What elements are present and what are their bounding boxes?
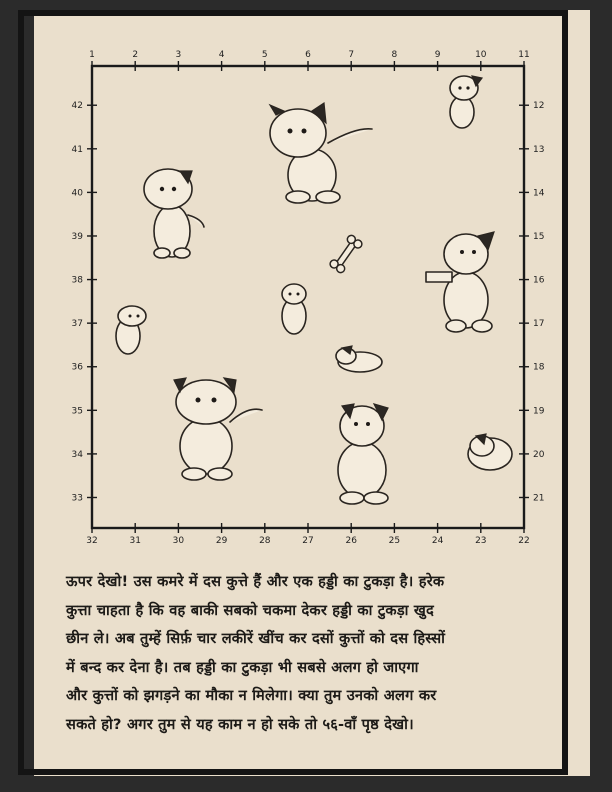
grid-number: 22 [518,536,530,546]
grid-number: 25 [388,536,401,546]
grid-number: 27 [302,536,314,546]
grid-number: 24 [431,536,444,546]
bone-piece [329,234,364,274]
grid-number: 30 [172,536,185,546]
grid-number: 26 [345,536,357,546]
grid-number: 41 [71,144,83,155]
grid-number: 31 [129,536,141,546]
dog-figure [336,346,382,372]
text-line: छीन ले। अब तुम्हें सिर्फ़ चार लकीरें खींच कर दसों कुत्तों को दस हिस्सों [66,630,446,647]
text-line: सकते हो? अगर तुम से यह काम न हो सके तो ५६-वाँ पृष्ठ देखो। [66,715,414,733]
grid-number: 33 [71,493,83,504]
grid-number: 15 [533,231,545,242]
grid-number: 8 [391,50,398,60]
grid-number: 39 [71,231,83,242]
grid-number: 38 [71,275,83,286]
dog-figure [174,378,262,480]
dog-figure [450,76,482,128]
dog-figure [468,434,512,470]
grid-number: 35 [71,406,83,417]
grid-number: 36 [71,362,83,373]
grid-number: 37 [71,319,83,330]
dog-figure [282,284,306,334]
puzzle-description [66,568,556,739]
grid-number: 3 [175,50,182,60]
grid-number: 23 [475,536,487,546]
grid-number: 10 [475,50,487,60]
grid-number: 28 [259,536,271,546]
dog-figure [116,306,146,354]
grid-number: 34 [71,449,83,460]
grid-number: 9 [434,50,441,60]
grid-number: 4 [218,50,225,60]
text-line: ऊपर देखो! उस कमरे में दस कुत्ते हैं और एक हड्डी का टुकड़ा है। हरेक [66,573,445,590]
grid-number: 14 [533,188,545,199]
grid-number: 20 [533,449,545,460]
grid-number: 6 [305,50,311,60]
grid-number: 13 [533,144,545,155]
grid-number: 7 [348,50,355,60]
grid-number: 11 [518,50,530,60]
grid-number: 40 [71,188,83,199]
dog-figure [144,169,204,258]
grid-number: 16 [533,275,545,286]
page-edge-bottom [0,776,612,792]
grid-number: 32 [86,536,98,546]
grid-number: 5 [261,50,268,60]
grid-number: 19 [533,406,545,417]
grid-number: 29 [215,536,228,546]
grid-number: 17 [533,319,545,330]
grid-number: 1 [89,50,95,60]
dog-figure [426,232,494,332]
dog-figure [270,103,372,203]
grid-number: 12 [533,101,545,112]
grid-number: 2 [132,50,139,60]
grid-number: 21 [533,493,545,504]
grid-number: 42 [71,101,83,112]
grid-number: 18 [533,362,545,373]
text-line: कुत्ता चाहता है कि वह बाकी सबको चकमा देकर हड्डी का टुकड़ा खुद [66,601,434,619]
text-line: और कुत्तों को झगड़ने का मौका न मिलेगा। क्या तुम उनको अलग कर [66,687,437,704]
dog-figure [338,404,388,504]
text-line: में बन्द कर देना है। तब हड्डी का टुकड़ा भी सबसे अलग हो जाएगा [66,658,419,676]
